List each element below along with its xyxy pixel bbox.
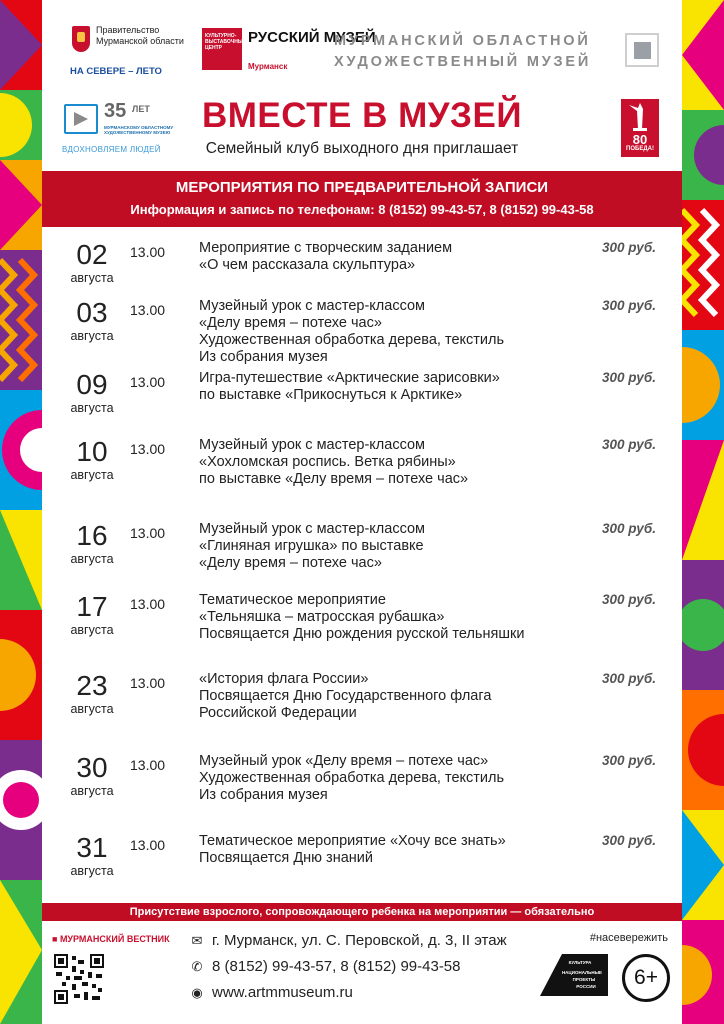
- svg-text:НАЦИОНАЛЬНЫЕ: НАЦИОНАЛЬНЫЕ: [561, 970, 603, 975]
- event-description: [199, 521, 609, 572]
- svg-text:РОССИИ: РОССИИ: [576, 984, 596, 989]
- event-description-line: Музейный урок с мастер-классом: [199, 298, 426, 314]
- national-projects-logo: [536, 950, 610, 998]
- banner-phone: Информация и запись по телефонам: 8 (8152) 99-43-57, 8 (8152) 99-43-58: [130, 202, 594, 217]
- event-month: августа: [70, 784, 114, 798]
- event-description-line: Посвящается Дню знаний: [199, 850, 373, 866]
- event-description-line: Посвящается Дню рождения русской тельняшки: [199, 626, 525, 642]
- event-day: 23: [76, 670, 108, 701]
- anniversary-years: ЛЕТ: [132, 104, 150, 114]
- event-month: августа: [70, 864, 114, 878]
- event-description-line: «О чем рассказала скульптура»: [199, 257, 416, 273]
- phone-icon: ✆: [191, 959, 203, 974]
- event-description-line: «Делу время – потехе час»: [199, 315, 382, 331]
- event-price: 300 руб.: [602, 437, 656, 452]
- event-day: 02: [76, 239, 108, 270]
- anniversary-caption: МУРМАНСКОМУ ОБЛАСТНОМУ ХУДОЖЕСТВЕННОМУ МУЗЕЮ: [104, 125, 174, 135]
- event-description-line: Мероприятие с творческим заданием: [199, 240, 453, 256]
- event-description-line: Художественная обработка дерева, текстиль: [199, 770, 505, 786]
- svg-text:КУЛЬТУРА: КУЛЬТУРА: [568, 960, 592, 965]
- adult-notice: Присутствие взрослого, сопровождающего ребенка на мероприятии — обязательно: [42, 903, 682, 921]
- event-description-line: Художественная обработка дерева, текстиль: [199, 332, 505, 348]
- anniversary-slogan: ВДОХНОВЛЯЕМ ЛЮДЕЙ: [62, 145, 161, 154]
- event-description-line: Тематическое мероприятие «Хочу все знать»: [199, 833, 506, 849]
- event-description-line: «История флага России»: [199, 671, 369, 687]
- event-time: 13.00: [130, 757, 166, 773]
- event-month: августа: [70, 271, 114, 285]
- event-day: 10: [76, 436, 108, 467]
- event-description-line: по выставке «Делу время – потехе час»: [199, 471, 469, 487]
- page-title: ВМЕСТЕ В МУЗЕЙ: [202, 96, 522, 135]
- vestnik-logo: ■ МУРМАНСКИЙ ВЕСТНИК: [52, 934, 170, 944]
- event-description-line: «Глиняная игрушка» по выставке: [199, 538, 424, 554]
- art-museum-logo-icon: [625, 33, 659, 67]
- age-rating-badge: 6+: [622, 954, 670, 1002]
- envelope-icon: ✉: [191, 933, 203, 948]
- event-description-line: Игра-путешествие «Арктические зарисовки»: [199, 370, 500, 386]
- event-description-line: Музейный урок с мастер-классом: [199, 437, 426, 453]
- event-price: 300 руб.: [602, 592, 656, 607]
- gov-logo-text: Правительство Мурманской области: [96, 25, 184, 46]
- event-description-line: по выставке «Прикоснуться к Арктике»: [199, 387, 463, 403]
- coat-of-arms-icon: [72, 26, 90, 52]
- website-link[interactable]: ◉ www.artmmuseum.ru: [188, 984, 353, 1001]
- svg-text:ПРОЕКТЫ: ПРОЕКТЫ: [572, 977, 596, 982]
- event-time: 13.00: [130, 675, 166, 691]
- event-time: 13.00: [130, 302, 166, 318]
- event-time: 13.00: [130, 441, 166, 457]
- anniversary-number: 35: [104, 100, 127, 122]
- event-description: [199, 833, 609, 867]
- russian-museum-city: Мурманск: [248, 62, 288, 71]
- event-month: августа: [70, 401, 114, 415]
- event-price: 300 руб.: [602, 370, 656, 385]
- phone-line[interactable]: ✆ 8 (8152) 99-43-57, 8 (8152) 99-43-58: [188, 958, 461, 975]
- event-price: 300 руб.: [602, 240, 656, 255]
- summer-slogan: НА СЕВЕРЕ – ЛЕТО: [70, 66, 162, 77]
- event-day: 17: [76, 591, 108, 622]
- registration-banner: [42, 171, 682, 227]
- event-description: [199, 753, 609, 804]
- event-time: 13.00: [130, 525, 166, 541]
- event-time: 13.00: [130, 244, 166, 260]
- event-time: 13.00: [130, 837, 166, 853]
- decorative-pattern-right: [682, 0, 724, 1024]
- event-description-line: Музейный урок «Делу время – потехе час»: [199, 753, 489, 769]
- qr-code-icon[interactable]: [54, 954, 104, 1004]
- event-month: августа: [70, 552, 114, 566]
- event-day: 03: [76, 297, 108, 328]
- event-month: августа: [70, 468, 114, 482]
- event-time: 13.00: [130, 374, 166, 390]
- event-description: [199, 671, 609, 722]
- event-description-line: «Хохломская роспись. Ветка рябины»: [199, 454, 456, 470]
- event-description-line: Из собрания музея: [199, 787, 328, 803]
- decorative-pattern-left: [0, 0, 42, 1024]
- event-description: [199, 370, 609, 404]
- hashtag: #насевережить: [589, 932, 668, 944]
- event-description: [199, 240, 609, 274]
- monument-icon: [621, 99, 659, 133]
- event-description-line: «Делу время – потехе час»: [199, 555, 382, 571]
- address-line: ✉ г. Мурманск, ул. С. Перовской, д. 3, II этаж: [188, 932, 507, 949]
- event-price: 300 руб.: [602, 671, 656, 686]
- event-description-line: Российской Федерации: [199, 705, 357, 721]
- event-description-line: Музейный урок с мастер-классом: [199, 521, 426, 537]
- russian-museum-logo-box: КУЛЬТУРНО-ВЫСТАВОЧНЫЙ ЦЕНТР: [202, 28, 242, 70]
- partner-logos: [42, 0, 682, 86]
- banner-title: МЕРОПРИЯТИЯ ПО ПРЕДВАРИТЕЛЬНОЙ ЗАПИСИ: [175, 179, 549, 196]
- event-day: 30: [76, 752, 108, 783]
- event-price: 300 руб.: [602, 833, 656, 848]
- event-description-line: «Тельняшка – матросская рубашка»: [199, 609, 445, 625]
- event-month: августа: [70, 623, 114, 637]
- content-panel: [42, 0, 682, 1024]
- russian-museum-title: РУССКИЙ МУЗЕЙ: [248, 29, 376, 46]
- event-description-line: Тематическое мероприятие: [199, 592, 386, 608]
- event-month: августа: [70, 702, 114, 716]
- event-description: [199, 298, 609, 366]
- event-day: 09: [76, 369, 108, 400]
- art-museum-name: МУРМАНСКИЙ ОБЛАСТНОЙ ХУДОЖЕСТВЕННЫЙ МУЗЕЙ: [334, 33, 592, 70]
- event-price: 300 руб.: [602, 298, 656, 313]
- event-price: 300 руб.: [602, 521, 656, 536]
- page-subtitle: Семейный клуб выходного дня приглашает: [205, 140, 519, 157]
- event-day: 16: [76, 520, 108, 551]
- event-month: августа: [70, 329, 114, 343]
- event-description-line: Из собрания музея: [199, 349, 328, 365]
- event-description: [199, 592, 609, 643]
- event-time: 13.00: [130, 596, 166, 612]
- broadcast-icon: ◉: [191, 985, 203, 1000]
- victory-80-logo: 80 ПОБЕДА!: [621, 99, 659, 157]
- event-price: 300 руб.: [602, 753, 656, 768]
- event-description: [199, 437, 609, 488]
- event-day: 31: [76, 832, 108, 863]
- event-description-line: Посвящается Дню Государственного флага: [199, 688, 492, 704]
